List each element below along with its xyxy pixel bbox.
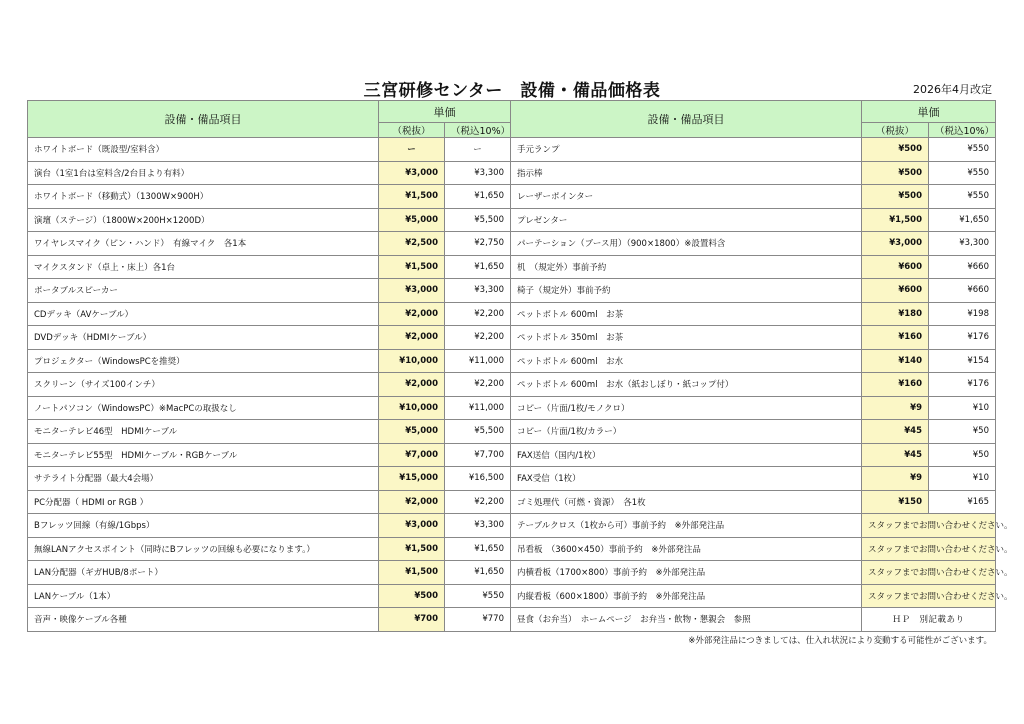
right-price-tax-excluded: ¥160: [862, 326, 929, 350]
right-item-name: 内縦看板（600×1800）事前予約 ※外部発注品: [511, 584, 862, 608]
price-table: [27, 100, 1013, 632]
left-price-tax-excluded: ¥1,500: [379, 255, 445, 279]
left-item-name: サテライト分配器（最大4会場）: [28, 467, 379, 491]
right-price-tax-included: ¥550: [929, 185, 996, 209]
left-price-tax-excluded: ¥1,500: [379, 561, 445, 585]
left-tax-included-header: （税込10%）: [445, 123, 511, 138]
left-price-tax-included: ¥5,500: [445, 208, 511, 232]
left-price-tax-included: ¥770: [445, 608, 511, 632]
table-row: [28, 208, 996, 232]
left-item-name: 演台（1室1台は室料含/2台目より有料）: [28, 161, 379, 185]
table-row: [28, 326, 996, 350]
right-price-tax-included: ¥550: [929, 138, 996, 162]
right-price-tax-excluded: ¥600: [862, 279, 929, 303]
left-price-tax-excluded: ¥2,000: [379, 326, 445, 350]
left-item-name: プロジェクター（WindowsPCを推奨）: [28, 349, 379, 373]
right-price-tax-excluded: ¥500: [862, 161, 929, 185]
right-item-name: 内横看板（1700×800）事前予約 ※外部発注品: [511, 561, 862, 585]
right-price-tax-included: ¥176: [929, 373, 996, 397]
right-item-name: ゴミ処理代（可燃・資源） 各1枚: [511, 490, 862, 514]
right-item-name: FAX送信（国内/1枚）: [511, 443, 862, 467]
right-price-tax-excluded: ¥45: [862, 443, 929, 467]
left-item-name: スクリーン（サイズ100インチ）: [28, 373, 379, 397]
left-price-tax-included: ¥3,300: [445, 514, 511, 538]
left-item-name: ポータブルスピーカー: [28, 279, 379, 303]
left-price-tax-included: ー: [445, 138, 511, 162]
right-price-note: スタッフまでお問い合わせください。: [862, 584, 996, 608]
right-tax-excluded-header: （税抜）: [862, 123, 929, 138]
right-price-tax-included: ¥550: [929, 161, 996, 185]
right-price-note: スタッフまでお問い合わせください。: [862, 537, 996, 561]
right-price-tax-excluded: ¥45: [862, 420, 929, 444]
left-price-tax-included: ¥2,200: [445, 326, 511, 350]
left-item-name: 音声・映像ケーブル各種: [28, 608, 379, 632]
right-item-name: レーザーポインター: [511, 185, 862, 209]
left-price-tax-excluded: ¥5,000: [379, 208, 445, 232]
right-item-name: テーブルクロス（1枚から可）事前予約 ※外部発注品: [511, 514, 862, 538]
left-price-tax-included: ¥2,200: [445, 490, 511, 514]
right-price-tax-excluded: ¥9: [862, 467, 929, 491]
right-price-tax-excluded: ¥150: [862, 490, 929, 514]
right-item-name: コピー（片面/1枚/カラー）: [511, 420, 862, 444]
left-item-name: ノートパソコン（WindowsPC）※MacPCの取扱なし: [28, 396, 379, 420]
right-price-tax-included: ¥154: [929, 349, 996, 373]
footnote: ※外部発注品につきましては、仕入れ状況により変動する可能性がございます。: [688, 636, 992, 646]
table-row: [28, 443, 996, 467]
left-price-tax-included: ¥2,200: [445, 373, 511, 397]
left-price-tax-included: ¥11,000: [445, 349, 511, 373]
table-row: [28, 584, 996, 608]
right-price-tax-excluded: ¥3,000: [862, 232, 929, 256]
right-tax-included-header: （税込10%）: [929, 123, 996, 138]
right-price-tax-excluded: ¥9: [862, 396, 929, 420]
left-item-name: CDデッキ（AVケーブル）: [28, 302, 379, 326]
left-price-tax-excluded: ¥2,500: [379, 232, 445, 256]
right-price-tax-included: ¥660: [929, 255, 996, 279]
right-item-name: 手元ランプ: [511, 138, 862, 162]
left-price-tax-excluded: ¥2,000: [379, 302, 445, 326]
left-price-tax-included: ¥11,000: [445, 396, 511, 420]
page-title: 三宮研修センター 設備・備品価格表: [363, 81, 661, 101]
left-item-name: ホワイトボード（移動式）（1300W×900H）: [28, 185, 379, 209]
table-row: [28, 490, 996, 514]
left-price-tax-included: ¥2,200: [445, 302, 511, 326]
left-item-header: 設備・備品項目: [28, 101, 379, 138]
left-price-tax-included: ¥3,300: [445, 161, 511, 185]
table-row: [28, 302, 996, 326]
price-table-body: [28, 138, 1013, 632]
right-price-header: 単価: [862, 101, 996, 123]
left-tax-excluded-header: （税抜）: [379, 123, 445, 138]
table-row: [28, 420, 996, 444]
right-price-tax-excluded: ¥160: [862, 373, 929, 397]
table-row: [28, 232, 996, 256]
left-price-tax-excluded: ¥500: [379, 584, 445, 608]
right-item-name: 昼食（お弁当） ホームページ お弁当・飲物・懇親会 参照: [511, 608, 862, 632]
table-row: [28, 373, 996, 397]
table-row: [28, 349, 996, 373]
right-price-note: ＨＰ 別記載あり: [862, 608, 996, 632]
left-item-name: モニターテレビ55型 HDMIケーブル・RGBケーブル: [28, 443, 379, 467]
left-price-tax-excluded: ー: [379, 138, 445, 162]
left-item-name: Bフレッツ回線（有線/1Gbps）: [28, 514, 379, 538]
right-item-name: ペットボトル 600ml お茶: [511, 302, 862, 326]
right-price-tax-excluded: ¥500: [862, 138, 929, 162]
left-price-tax-included: ¥1,650: [445, 185, 511, 209]
right-item-header: 設備・備品項目: [511, 101, 862, 138]
left-item-name: ホワイトボード（既設型/室料含）: [28, 138, 379, 162]
left-price-tax-excluded: ¥3,000: [379, 514, 445, 538]
table-row: [28, 396, 996, 420]
left-price-tax-excluded: ¥3,000: [379, 279, 445, 303]
left-price-tax-included: ¥3,300: [445, 279, 511, 303]
left-item-name: PC分配器（ HDMI or RGB ）: [28, 490, 379, 514]
left-price-tax-excluded: ¥7,000: [379, 443, 445, 467]
left-price-tax-excluded: ¥2,000: [379, 373, 445, 397]
table-row: [28, 467, 996, 491]
right-price-tax-included: ¥165: [929, 490, 996, 514]
left-price-tax-included: ¥7,700: [445, 443, 511, 467]
right-price-note: スタッフまでお問い合わせください。: [862, 514, 996, 538]
left-price-tax-included: ¥1,650: [445, 255, 511, 279]
right-price-tax-excluded: ¥1,500: [862, 208, 929, 232]
left-price-tax-excluded: ¥700: [379, 608, 445, 632]
right-price-tax-included: ¥660: [929, 279, 996, 303]
right-item-name: 机 （規定外）事前予約: [511, 255, 862, 279]
table-row: [28, 537, 996, 561]
left-price-tax-excluded: ¥10,000: [379, 349, 445, 373]
table-row: [28, 279, 996, 303]
left-price-tax-excluded: ¥2,000: [379, 490, 445, 514]
left-price-tax-excluded: ¥5,000: [379, 420, 445, 444]
left-item-name: 演壇（ステージ）（1800W×200H×1200D）: [28, 208, 379, 232]
right-item-name: 指示棒: [511, 161, 862, 185]
left-price-tax-included: ¥1,650: [445, 561, 511, 585]
left-price-tax-included: ¥550: [445, 584, 511, 608]
left-price-tax-excluded: ¥1,500: [379, 537, 445, 561]
left-price-tax-excluded: ¥3,000: [379, 161, 445, 185]
table-row: [28, 138, 996, 162]
right-price-tax-included: ¥50: [929, 443, 996, 467]
table-row: [28, 514, 996, 538]
right-item-name: パーテーション（ブース用）（900×1800）※設置料含: [511, 232, 862, 256]
table-row: [28, 185, 996, 209]
left-price-tax-excluded: ¥15,000: [379, 467, 445, 491]
left-price-tax-included: ¥16,500: [445, 467, 511, 491]
left-item-name: LAN分配器（ギガHUB/8ポート）: [28, 561, 379, 585]
right-item-name: コピー（片面/1枚/モノクロ）: [511, 396, 862, 420]
right-item-name: プレゼンター: [511, 208, 862, 232]
right-price-tax-included: ¥50: [929, 420, 996, 444]
right-price-tax-excluded: ¥180: [862, 302, 929, 326]
right-price-tax-included: ¥198: [929, 302, 996, 326]
left-item-name: ワイヤレスマイク（ピン・ハンド） 有線マイク 各1本: [28, 232, 379, 256]
right-price-tax-included: ¥10: [929, 467, 996, 491]
left-item-name: マイクスタンド（卓上・床上）各1台: [28, 255, 379, 279]
right-item-name: ペットボトル 350ml お茶: [511, 326, 862, 350]
right-item-name: 吊看板 （3600×450）事前予約 ※外部発注品: [511, 537, 862, 561]
left-price-tax-included: ¥5,500: [445, 420, 511, 444]
right-item-name: FAX受信（1枚）: [511, 467, 862, 491]
right-price-tax-excluded: ¥500: [862, 185, 929, 209]
left-item-name: 無線LANアクセスポイント（同時にBフレッツの回線も必要になります。）: [28, 537, 379, 561]
left-price-tax-excluded: ¥10,000: [379, 396, 445, 420]
right-price-note: スタッフまでお問い合わせください。: [862, 561, 996, 585]
table-row: [28, 161, 996, 185]
right-price-tax-included: ¥176: [929, 326, 996, 350]
right-price-tax-included: ¥3,300: [929, 232, 996, 256]
right-item-name: 椅子（規定外）事前予約: [511, 279, 862, 303]
right-item-name: ペットボトル 600ml お水（紙おしぼり・紙コップ付）: [511, 373, 862, 397]
table-row: [28, 608, 996, 632]
left-price-tax-included: ¥2,750: [445, 232, 511, 256]
left-price-tax-excluded: ¥1,500: [379, 185, 445, 209]
left-item-name: DVDデッキ（HDMIケーブル）: [28, 326, 379, 350]
right-price-tax-included: ¥10: [929, 396, 996, 420]
right-item-name: ペットボトル 600ml お水: [511, 349, 862, 373]
right-price-tax-excluded: ¥140: [862, 349, 929, 373]
table-row: [28, 561, 996, 585]
left-item-name: LANケーブル（1本）: [28, 584, 379, 608]
table-row: [28, 255, 996, 279]
left-price-tax-included: ¥1,650: [445, 537, 511, 561]
right-price-tax-excluded: ¥600: [862, 255, 929, 279]
left-item-name: モニターテレビ46型 HDMIケーブル: [28, 420, 379, 444]
right-price-tax-included: ¥1,650: [929, 208, 996, 232]
revision-date: 2026年4月改定: [913, 83, 992, 96]
left-price-header: 単価: [379, 101, 511, 123]
